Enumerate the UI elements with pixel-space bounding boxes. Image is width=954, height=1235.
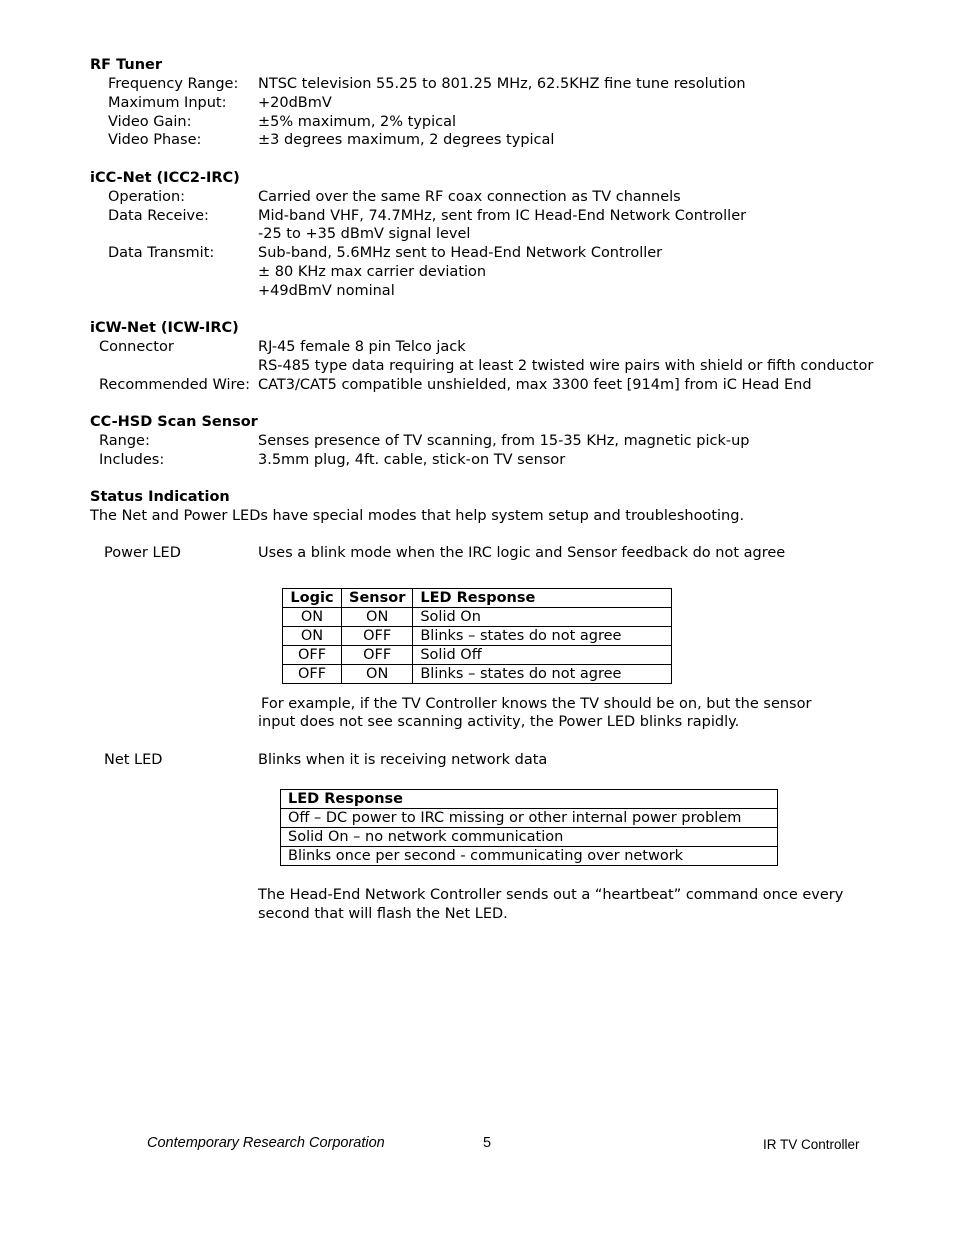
power-led-table — [282, 588, 672, 684]
table-header-row — [281, 790, 778, 809]
icw-connector-value: RJ-45 female 8 pin Telco jack — [258, 339, 466, 355]
hsd-range-label: Range: — [99, 433, 150, 449]
table-cell-response: Solid On — [413, 608, 672, 627]
table-cell-response: Solid Off — [413, 646, 672, 665]
table-header-row — [283, 589, 672, 608]
hsd-includes-label: Includes: — [99, 452, 165, 468]
table-row — [283, 665, 672, 684]
rf-frequency-value: NTSC television 55.25 to 801.25 MHz, 62.5KHZ fine tune resolution — [258, 76, 746, 92]
net-led-note-line-2: second that will flash the Net LED. — [258, 906, 508, 922]
icw-wire-value: CAT3/CAT5 compatible unshielded, max 3300 feet [914m] from iC Head End — [258, 377, 812, 393]
table-cell-logic: OFF — [283, 646, 342, 665]
table-cell-response: Blinks once per second - communicating over network — [281, 847, 778, 866]
table-cell-logic: OFF — [283, 665, 342, 684]
table-header-logic: Logic — [283, 589, 342, 608]
power-led-label: Power LED — [104, 545, 181, 561]
power-led-note-line-1: For example, if the TV Controller knows the TV should be on, but the sensor — [261, 696, 812, 712]
table-cell-logic: ON — [283, 627, 342, 646]
table-cell-sensor: OFF — [342, 646, 413, 665]
rf-video-phase-value: ±3 degrees maximum, 2 degrees typical — [258, 132, 555, 148]
table-row — [281, 847, 778, 866]
table-row — [281, 809, 778, 828]
icw-net-heading: iCW-Net (ICW-IRC) — [90, 320, 239, 336]
table-cell-sensor: ON — [342, 608, 413, 627]
table-row — [283, 608, 672, 627]
footer-page-number: 5 — [483, 1135, 492, 1151]
rf-video-phase-label: Video Phase: — [108, 132, 202, 148]
table-row — [283, 627, 672, 646]
table-cell-response: Off – DC power to IRC missing or other internal power problem — [281, 809, 778, 828]
hsd-heading: CC-HSD Scan Sensor — [90, 414, 258, 430]
icc-receive-value: Mid-band VHF, 74.7MHz, sent from IC Head-End Network Controller — [258, 208, 747, 224]
table-row — [283, 646, 672, 665]
icc-transmit-value-2: ± 80 KHz max carrier deviation — [258, 264, 487, 280]
table-cell-response: Blinks – states do not agree — [413, 665, 672, 684]
footer-company: Contemporary Research Corporation — [147, 1135, 385, 1151]
table-cell-sensor: OFF — [342, 627, 413, 646]
icw-connector-value-2: RS-485 type data requiring at least 2 twisted wire pairs with shield or fifth conductor — [258, 358, 874, 374]
table-header-led-response: LED Response — [413, 589, 672, 608]
icc-operation-label: Operation: — [108, 189, 186, 205]
rf-max-input-value: +20dBmV — [258, 95, 332, 111]
icc-operation-value: Carried over the same RF coax connection as TV channels — [258, 189, 681, 205]
icc-transmit-value: Sub-band, 5.6MHz sent to Head-End Network Controller — [258, 245, 663, 261]
net-led-note-line-1: The Head-End Network Controller sends out a “heartbeat” command once every — [258, 887, 844, 903]
table-row — [281, 828, 778, 847]
status-intro: The Net and Power LEDs have special modes that help system setup and troubleshooting. — [90, 508, 745, 524]
table-cell-logic: ON — [283, 608, 342, 627]
rf-max-input-label: Maximum Input: — [108, 95, 227, 111]
icc-transmit-value-3: +49dBmV nominal — [258, 283, 395, 299]
table-header-sensor: Sensor — [342, 589, 413, 608]
power-led-note-line-2: input does not see scanning activity, the Power LED blinks rapidly. — [258, 714, 740, 730]
icc-receive-value-2: -25 to +35 dBmV signal level — [258, 226, 471, 242]
rf-frequency-label: Frequency Range: — [108, 76, 239, 92]
icc-net-heading: iCC-Net (ICC2-IRC) — [90, 170, 240, 186]
hsd-includes-value: 3.5mm plug, 4ft. cable, stick-on TV sensor — [258, 452, 566, 468]
footer-product: IR TV Controller — [763, 1137, 860, 1152]
icw-wire-label: Recommended Wire: — [99, 377, 250, 393]
icw-connector-label: Connector — [99, 339, 174, 355]
hsd-range-value: Senses presence of TV scanning, from 15-35 KHz, magnetic pick-up — [258, 433, 750, 449]
rf-video-gain-label: Video Gain: — [108, 114, 192, 130]
rf-tuner-heading: RF Tuner — [90, 57, 163, 73]
icc-receive-label: Data Receive: — [108, 208, 209, 224]
table-cell-sensor: ON — [342, 665, 413, 684]
status-heading: Status Indication — [90, 489, 230, 505]
power-led-description: Uses a blink mode when the IRC logic and Sensor feedback do not agree — [258, 545, 786, 561]
table-header-led-response: LED Response — [281, 790, 778, 809]
table-cell-response: Blinks – states do not agree — [413, 627, 672, 646]
icc-transmit-label: Data Transmit: — [108, 245, 215, 261]
net-led-table — [280, 789, 778, 866]
net-led-label: Net LED — [104, 752, 163, 768]
table-cell-response: Solid On – no network communication — [281, 828, 778, 847]
rf-video-gain-value: ±5% maximum, 2% typical — [258, 114, 457, 130]
net-led-description: Blinks when it is receiving network data — [258, 752, 548, 768]
